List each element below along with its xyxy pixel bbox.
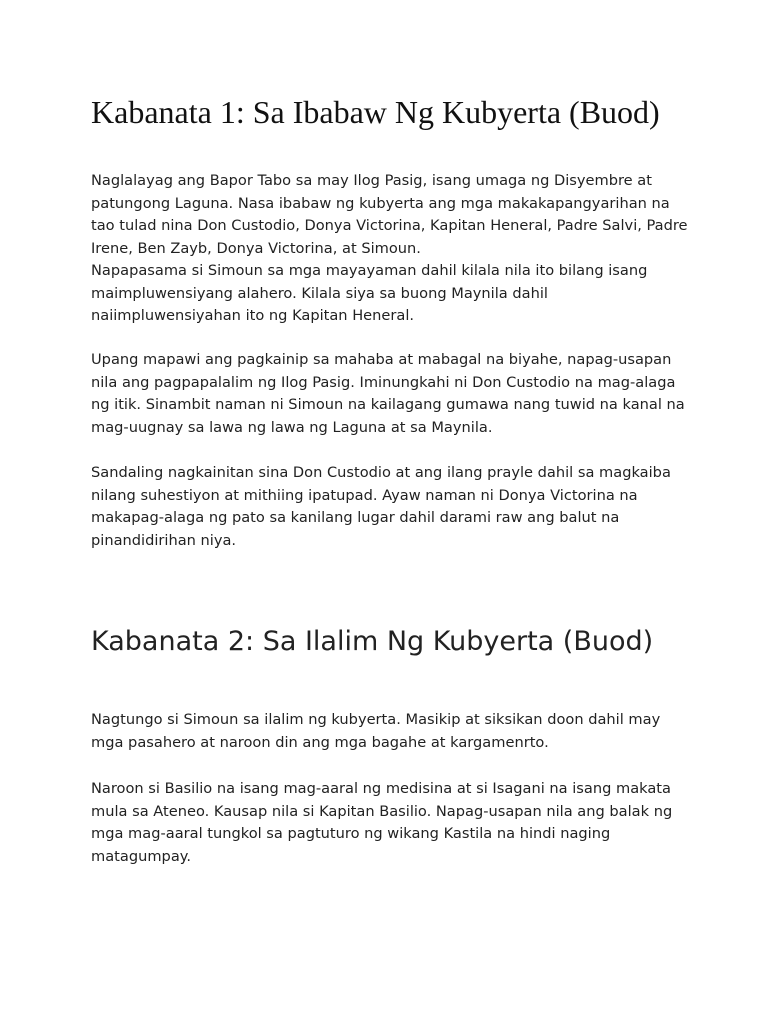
text-line: mga mag-aaral tungkol sa pagtuturo ng wikang Kastila na hindi naging	[91, 825, 611, 842]
text-line: pinandidirihan niya.	[91, 531, 237, 549]
text-line: patungong Laguna. Nasa ibabaw ng kubyerta ang mga makakapangyarihan na	[91, 194, 670, 212]
chapter-2-paragraph-1	[91, 709, 691, 754]
text-line: tao tulad nina Don Custodio, Donya Victorina, Kapitan Heneral, Padre Salvi, Padre	[91, 217, 688, 234]
text-line: nilang suhestiyon at mithiing ipatupad. Ayaw naman ni Donya Victorina na	[91, 486, 638, 504]
chapter-1-title: Kabanata 1: Sa Ibabaw Ng Kubyerta (Buod)	[91, 94, 660, 130]
text-line: makapag-alaga ng pato sa kanilang lugar dahil darami raw ang balut na	[91, 509, 620, 526]
text-line: Naroon si Basilio na isang mag-aaral ng medisina at si Isagani na isang makata	[91, 780, 671, 797]
text-line: mula sa Ateneo. Kausap nila si Kapitan Basilio. Napag-usapan nila ang balak ng	[91, 802, 673, 820]
chapter-2-title: Kabanata 2: Sa Ilalim Ng Kubyerta (Buod)	[91, 626, 654, 657]
text-line: Napapasama si Simoun sa mga mayayaman dahil kilala nila ito bilang isang	[91, 262, 648, 279]
chapter-1-paragraph-2	[91, 349, 691, 439]
text-line: Irene, Ben Zayb, Donya Victorina, at Simoun.	[91, 239, 421, 257]
text-line: Upang mapawi ang pagkainip sa mahaba at mabagal na biyahe, napag-usapan	[91, 351, 672, 368]
chapter-1-paragraph-3	[91, 462, 691, 552]
text-line: nila ang pagpapalalim ng Ilog Pasig. Iminungkahi ni Don Custodio na mag-alaga	[91, 373, 676, 391]
text-line: mga pasahero at naroon din ang mga bagahe at kargamenrto.	[91, 733, 549, 751]
text-line: mag-uugnay sa lawa ng lawa ng Laguna at sa Maynila.	[91, 418, 493, 436]
text-line: Nagtungo si Simoun sa ilalim ng kubyerta. Masikip at siksikan doon dahil may	[91, 711, 661, 728]
text-line: Sandaling nagkainitan sina Don Custodio at ang ilang prayle dahil sa magkaiba	[91, 464, 671, 481]
text-line: Naglalayag ang Bapor Tabo sa may Ilog Pasig, isang umaga ng Disyembre at	[91, 172, 652, 189]
text-line: maimpluwensiyang alahero. Kilala siya sa buong Maynila dahil	[91, 284, 548, 302]
chapter-2-paragraph-2	[91, 778, 691, 868]
text-line: naiimpluwensiyahan ito ng Kapitan Heneral.	[91, 307, 415, 324]
text-line: ng itik. Sinambit naman ni Simoun na kailagang gumawa nang tuwid na kanal na	[91, 396, 685, 413]
chapter-1-paragraph-1	[91, 170, 691, 328]
text-line: matagumpay.	[91, 847, 191, 865]
